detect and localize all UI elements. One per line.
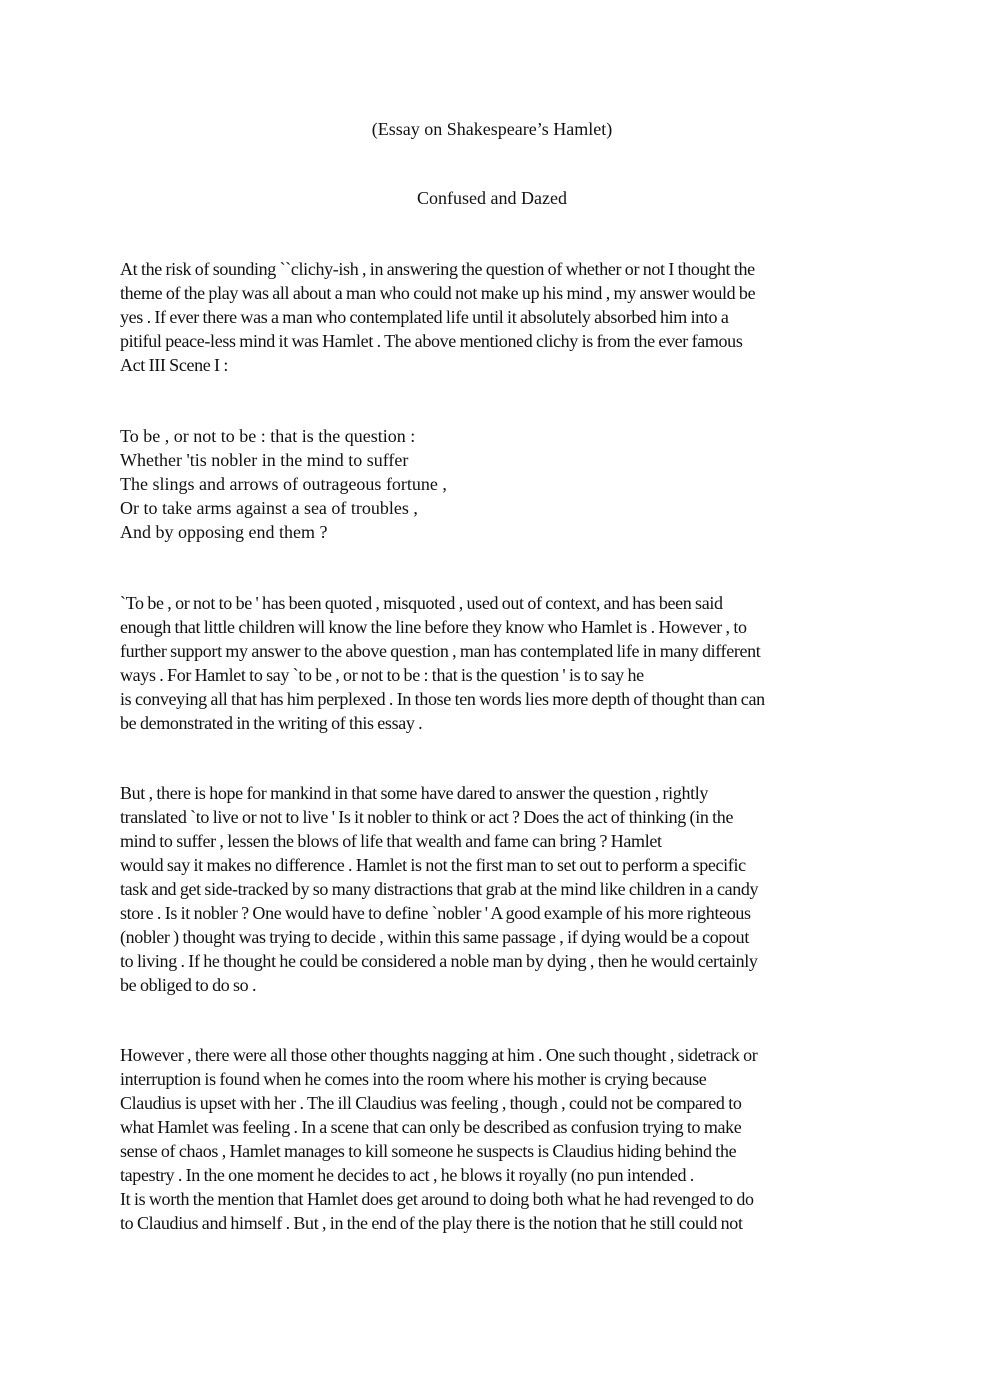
verse-line: Whether 'tis nobler in the mind to suffer: [120, 450, 409, 470]
paragraph-hope-for-mankind: [120, 781, 880, 997]
verse-line: To be , or not to be : that is the question :: [120, 426, 416, 446]
text-line: be demonstrated in the writing of this essay .: [120, 713, 423, 733]
essay-subtitle: Confused and Dazed: [417, 188, 567, 208]
text-line: At the risk of sounding ``clichy-ish , in answering the question of whether or not I thought the: [120, 259, 755, 279]
text-line: be obliged to do so .: [120, 975, 257, 995]
text-line: interruption is found when he comes into the room where his mother is crying because: [120, 1069, 707, 1089]
text-line: theme of the play was all about a man who could not make up his mind , my answer would be: [120, 283, 756, 303]
text-line: Act III Scene I :: [120, 355, 228, 375]
quoted-verse: [120, 424, 880, 544]
text-line: sense of chaos , Hamlet manages to kill someone he suspects is Claudius hiding behind the: [120, 1141, 737, 1161]
text-line: would say it makes no difference . Hamlet is not the first man to set out to perform a specific: [120, 855, 746, 875]
text-line: what Hamlet was feeling . In a scene that can only be described as confusion trying to make: [120, 1117, 742, 1137]
paragraph-intro: [120, 257, 880, 377]
text-line: But , there is hope for mankind in that some have dared to answer the question , rightly: [120, 783, 709, 803]
text-line: However , there were all those other thoughts nagging at him . One such thought , sidetrack or: [120, 1045, 758, 1065]
text-line: It is worth the mention that Hamlet does get around to doing both what he had revenged to do: [120, 1189, 754, 1209]
paragraph-quote-discussion: [120, 591, 880, 735]
text-line: is conveying all that has him perplexed . In those ten words lies more depth of thought than can: [120, 689, 765, 709]
text-line: task and get side-tracked by so many distractions that grab at the mind like children in a candy: [120, 879, 759, 899]
text-line: translated `to live or not to live ' Is it nobler to think or act ? Does the act of thinking (in the: [120, 807, 734, 827]
text-line: Claudius is upset with her . The ill Claudius was feeling , though , could not be compared to: [120, 1093, 742, 1113]
text-line: enough that little children will know the line before they know who Hamlet is . However , to: [120, 617, 747, 637]
text-line: to living . If he thought he could be considered a noble man by dying , then he would certainly: [120, 951, 758, 971]
essay-title: (Essay on Shakespeare’s Hamlet): [371, 119, 613, 139]
verse-line: The slings and arrows of outrageous fortune ,: [120, 474, 447, 494]
verse-line: Or to take arms against a sea of troubles ,: [120, 498, 418, 518]
text-line: to Claudius and himself . But , in the end of the play there is the notion that he still could not: [120, 1213, 743, 1233]
text-line: (nobler ) thought was trying to decide , within this same passage , if dying would be a copout: [120, 927, 749, 947]
text-line: yes . If ever there was a man who contemplated life until it absolutely absorbed him into a: [120, 307, 729, 327]
text-line: `To be , or not to be ' has been quoted , misquoted , used out of context, and has been said: [120, 593, 723, 613]
text-line: store . Is it nobler ? One would have to define `nobler ' A good example of his more righteous: [120, 903, 751, 923]
text-line: pitiful peace-less mind it was Hamlet . The above mentioned clichy is from the ever famous: [120, 331, 743, 351]
text-line: further support my answer to the above question , man has contemplated life in many different: [120, 641, 761, 661]
paragraph-distractions: [120, 1043, 880, 1235]
verse-line: And by opposing end them ?: [120, 522, 328, 542]
text-line: mind to suffer , lessen the blows of life that wealth and fame can bring ? Hamlet: [120, 831, 662, 851]
text-line: tapestry . In the one moment he decides to act , he blows it royally (no pun intended .: [120, 1165, 694, 1185]
text-line: ways . For Hamlet to say `to be , or not to be : that is the question ' is to say he: [120, 665, 644, 685]
